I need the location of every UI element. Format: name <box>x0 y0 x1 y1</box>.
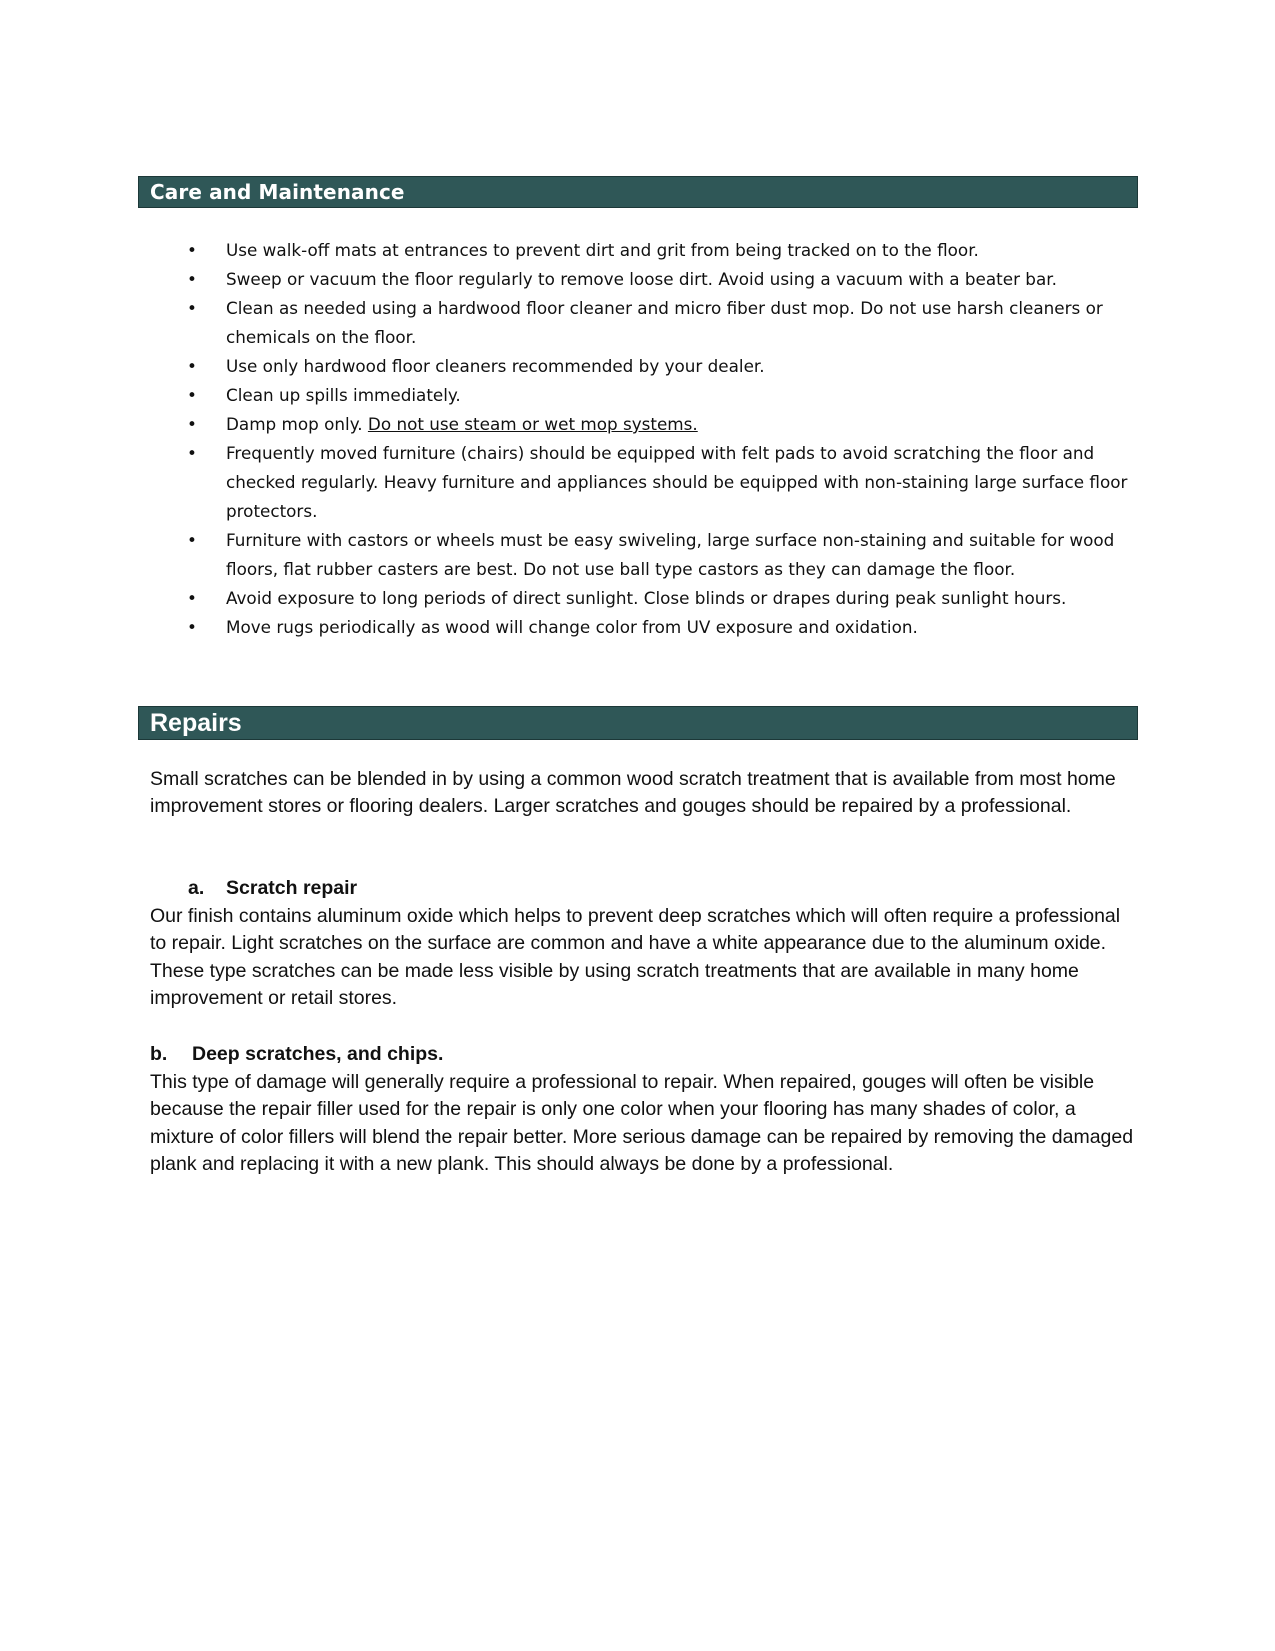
bullet-icon: • <box>187 356 197 376</box>
scratch-repair-heading <box>188 875 357 902</box>
bullet-icon: • <box>187 414 197 434</box>
bullet-icon: • <box>187 269 197 289</box>
list-item-damp-mop <box>180 410 1135 439</box>
damp-mop-text: Damp mop only. <box>226 414 368 434</box>
list-item: • Sweep or vacuum the floor regularly to remove loose dirt. Avoid using a vacuum with a beater bar. <box>180 265 1135 294</box>
bullet-icon: • <box>187 385 197 405</box>
list-item: • Furniture with castors or wheels must be easy swiveling, large surface non-staining and suitable for wood floors, flat rubber casters are best. Do not use ball type castors as they can damage the floor. <box>180 526 1135 584</box>
deep-scratches-label: b. <box>150 1043 168 1065</box>
list-item: • Move rugs periodically as wood will change color from UV exposure and oxidation. <box>180 613 1135 642</box>
list-item: • Clean up spills immediately. <box>180 381 1135 410</box>
deep-scratches-paragraph: This type of damage will generally require a professional to repair. When repaired, gouges will often be visible because the repair filler used for the repair is only one color when your flooring has many shades of color, a mixture of color fillers will blend the repair better. More serious damage can be repaired by removing the damaged plank and replacing it with a new plank. This should always be done by a professional. <box>150 1071 1134 1176</box>
list-item: • Frequently moved furniture (chairs) should be equipped with felt pads to avoid scratching the floor and checked regularly. Heavy furniture and appliances should be equipped with non-staining large surface floor protectors. <box>180 439 1135 526</box>
bullet-icon: • <box>187 588 197 608</box>
repairs-title: Repairs <box>150 708 242 737</box>
care-maintenance-list <box>180 236 1135 642</box>
scratch-repair-paragraph: Our finish contains aluminum oxide which helps to prevent deep scratches which will often require a professional to repair. Light scratches on the surface are common and have a white appearance due to the aluminum oxide. These type scratches can be made less visible by using scratch treatments that are available in many home improvement or retail stores. <box>150 905 1121 1010</box>
scratch-repair-label: a. <box>188 877 205 899</box>
care-maintenance-header <box>138 176 1138 208</box>
list-item: • Clean as needed using a hardwood floor cleaner and micro fiber dust mop. Do not use harsh cleaners or chemicals on the floor. <box>180 294 1135 352</box>
list-item: • Use only hardwood floor cleaners recommended by your dealer. <box>180 352 1135 381</box>
bullet-icon: • <box>187 298 197 318</box>
list-item: • Use walk-off mats at entrances to prevent dirt and grit from being tracked on to the floor. <box>180 236 1135 265</box>
care-maintenance-title: Care and Maintenance <box>150 180 405 204</box>
repairs-header <box>138 706 1138 740</box>
bullet-icon: • <box>187 240 197 260</box>
list-item: • Avoid exposure to long periods of direct sunlight. Close blinds or drapes during peak sunlight hours. <box>180 584 1135 613</box>
repairs-intro-paragraph: Small scratches can be blended in by using a common wood scratch treatment that is available from most home improvement stores or flooring dealers. Larger scratches and gouges should be repaired by a professional. <box>150 768 1116 818</box>
bullet-icon: • <box>187 530 197 550</box>
deep-scratches-heading <box>150 1041 443 1068</box>
damp-mop-warning: Do not use steam or wet mop systems. <box>367 414 698 434</box>
deep-scratches-title: Deep scratches, and chips. <box>192 1043 444 1065</box>
bullet-icon: • <box>187 617 197 637</box>
scratch-repair-title: Scratch repair <box>226 877 358 899</box>
bullet-icon: • <box>187 443 197 463</box>
